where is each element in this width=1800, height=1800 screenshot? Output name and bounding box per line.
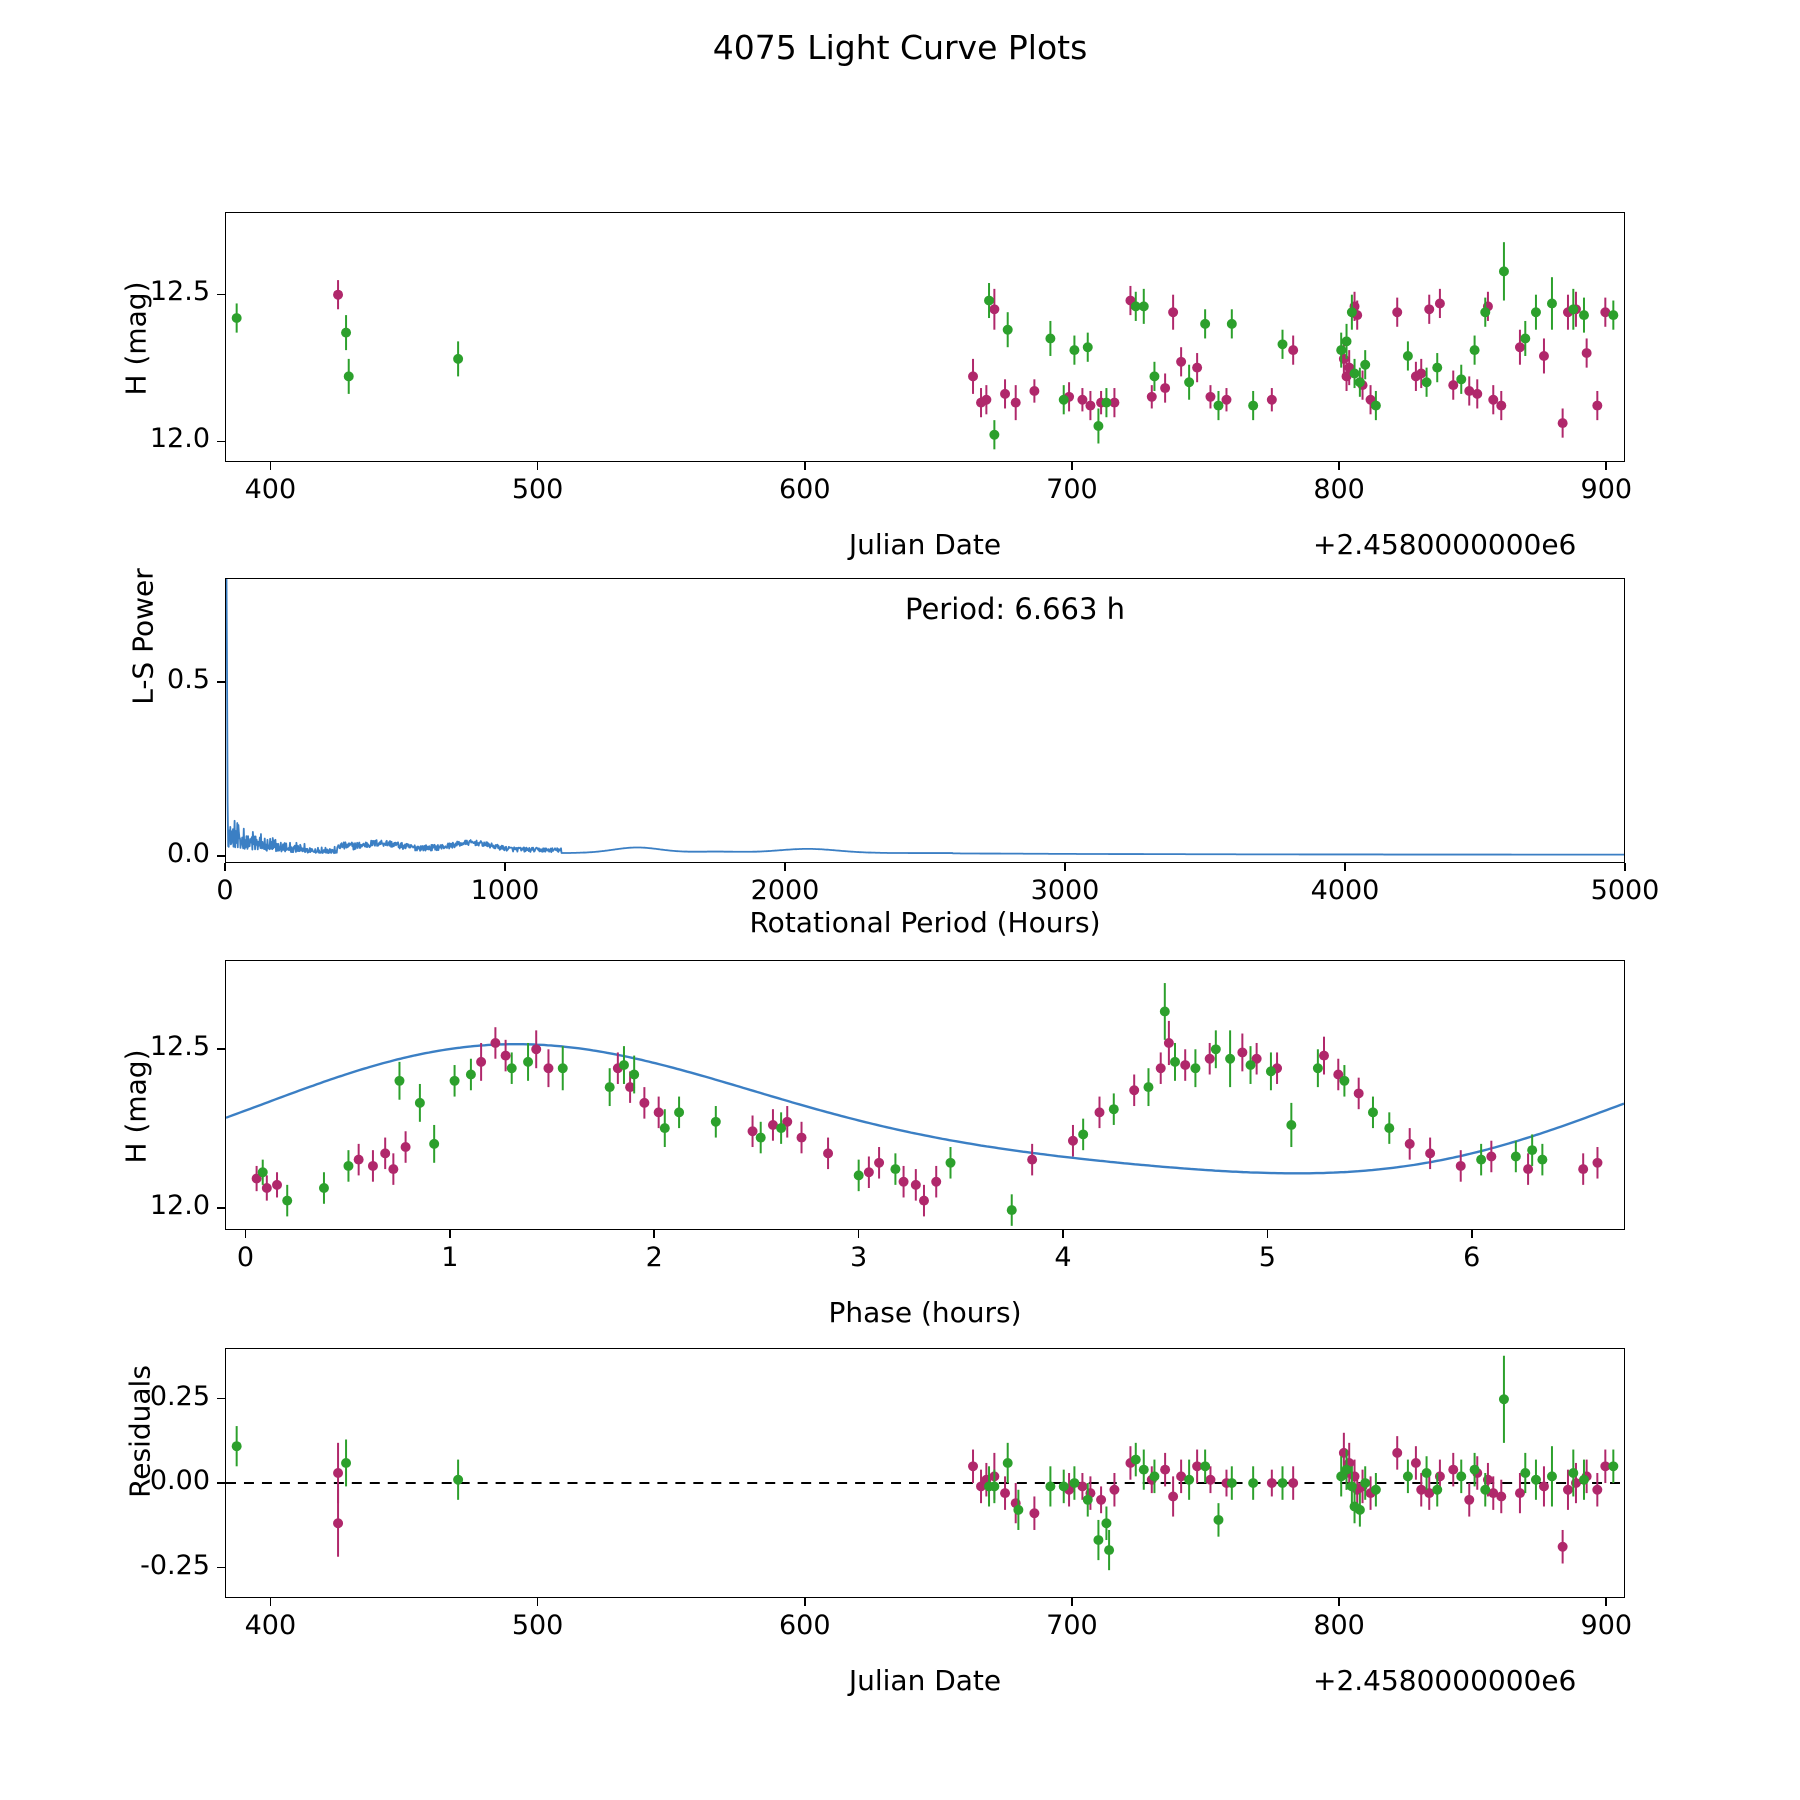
- lightcurve-xlabel: Julian Date: [848, 528, 1002, 561]
- axis-tick-label: 1: [441, 1242, 459, 1273]
- axis-tick-label: 600: [778, 474, 831, 505]
- axis-tick-label: 800: [1313, 474, 1365, 505]
- axis-tick-mark: [1605, 1598, 1607, 1606]
- axis-tick-label: 0.00: [149, 1465, 210, 1497]
- axis-tick-mark: [217, 1567, 225, 1569]
- axis-tick-label: 900: [1580, 1610, 1633, 1641]
- axis-tick-mark: [1071, 1598, 1073, 1606]
- phased-ylabel: H (mag): [119, 1049, 153, 1164]
- axis-tick-mark: [270, 462, 272, 470]
- axis-tick-label: 0.5: [167, 664, 210, 696]
- lightcurve-ylabel: H (mag): [119, 281, 153, 396]
- axis-tick-label: 0: [236, 1242, 255, 1273]
- axis-tick-label: 12.5: [149, 276, 210, 308]
- axis-tick-mark: [217, 1207, 225, 1209]
- residuals-x-offset: +2.4580000000e6: [1313, 1664, 1577, 1697]
- figure-title: 4075 Light Curve Plots: [712, 28, 1088, 67]
- axis-tick-label: 800: [1313, 1610, 1365, 1641]
- axis-tick-label: 12.5: [149, 1030, 210, 1062]
- residuals-ylabel: Residuals: [123, 1365, 157, 1498]
- axis-tick-mark: [1344, 863, 1346, 871]
- axis-tick-label: 900: [1580, 474, 1633, 505]
- lightcurve-axes: [225, 212, 1625, 462]
- axis-tick-mark: [217, 1048, 225, 1050]
- axis-tick-label: 0: [216, 875, 234, 906]
- axis-tick-label: 400: [244, 474, 297, 505]
- periodogram-xlabel: Rotational Period (Hours): [749, 906, 1101, 939]
- axis-tick-mark: [537, 462, 539, 470]
- phased-panel: [225, 960, 1625, 1230]
- axis-tick-label: 12.0: [149, 423, 210, 455]
- axis-tick-mark: [245, 1230, 247, 1238]
- periodogram-ylabel: L-S Power: [126, 568, 160, 705]
- residuals-panel: [225, 1348, 1625, 1598]
- axis-tick-mark: [217, 1398, 225, 1400]
- axis-tick-mark: [1064, 863, 1066, 871]
- axis-tick-label: 3000: [1030, 875, 1100, 906]
- phased-xlabel: Phase (hours): [828, 1296, 1022, 1329]
- lightcurve-panel: [225, 212, 1625, 462]
- axis-tick-mark: [217, 1482, 225, 1484]
- phased-plot-area: [226, 961, 1624, 1229]
- axis-tick-label: 1000: [470, 875, 540, 906]
- axis-tick-label: 400: [244, 1610, 297, 1641]
- axis-tick-mark: [217, 441, 225, 443]
- axis-tick-mark: [1338, 462, 1340, 470]
- axis-tick-label: 12.0: [149, 1189, 210, 1221]
- phased-axes: [225, 960, 1625, 1230]
- axis-tick-mark: [1267, 1230, 1269, 1238]
- axis-tick-mark: [217, 294, 225, 296]
- axis-tick-label: 500: [511, 474, 564, 505]
- axis-tick-mark: [653, 1230, 655, 1238]
- axis-tick-mark: [217, 681, 225, 683]
- axis-tick-mark: [1071, 462, 1073, 470]
- axis-tick-label: 2: [645, 1242, 663, 1273]
- axis-tick-mark: [1338, 1598, 1340, 1606]
- residuals-axes: [225, 1348, 1625, 1598]
- axis-tick-mark: [449, 1230, 451, 1238]
- axis-tick-label: -0.25: [140, 1549, 210, 1581]
- axis-tick-label: 6: [1463, 1242, 1481, 1273]
- axis-tick-label: 500: [511, 1610, 564, 1641]
- axis-tick-label: 5000: [1590, 875, 1660, 906]
- axis-tick-label: 700: [1046, 1610, 1098, 1641]
- axis-tick-label: 4000: [1310, 875, 1380, 906]
- axis-tick-mark: [224, 863, 226, 871]
- axis-tick-label: 4: [1054, 1242, 1072, 1273]
- axis-tick-mark: [217, 855, 225, 857]
- axis-tick-mark: [858, 1230, 860, 1238]
- axis-tick-mark: [270, 1598, 272, 1606]
- axis-tick-mark: [784, 863, 786, 871]
- axis-tick-label: 3: [849, 1242, 868, 1273]
- axis-tick-label: 0.25: [149, 1380, 210, 1412]
- axis-tick-mark: [804, 462, 806, 470]
- axis-tick-mark: [804, 1598, 806, 1606]
- axis-tick-label: 2000: [750, 875, 820, 906]
- axis-tick-mark: [1062, 1230, 1064, 1238]
- axis-tick-mark: [1471, 1230, 1473, 1238]
- axis-tick-label: 600: [778, 1610, 831, 1641]
- axis-tick-mark: [504, 863, 506, 871]
- residuals-xlabel: Julian Date: [848, 1664, 1002, 1697]
- residuals-plot-area: [226, 1349, 1624, 1597]
- lightcurve-x-offset: +2.4580000000e6: [1313, 528, 1577, 561]
- lightcurve-plot-area: [226, 213, 1624, 461]
- axis-tick-mark: [537, 1598, 539, 1606]
- periodogram-period-annotation: Period: 6.663 h: [905, 592, 1126, 626]
- axis-tick-mark: [1605, 462, 1607, 470]
- axis-tick-label: 700: [1046, 474, 1098, 505]
- axis-tick-label: 5: [1258, 1242, 1276, 1273]
- axis-tick-mark: [1624, 863, 1626, 871]
- axis-tick-label: 0.0: [167, 838, 210, 870]
